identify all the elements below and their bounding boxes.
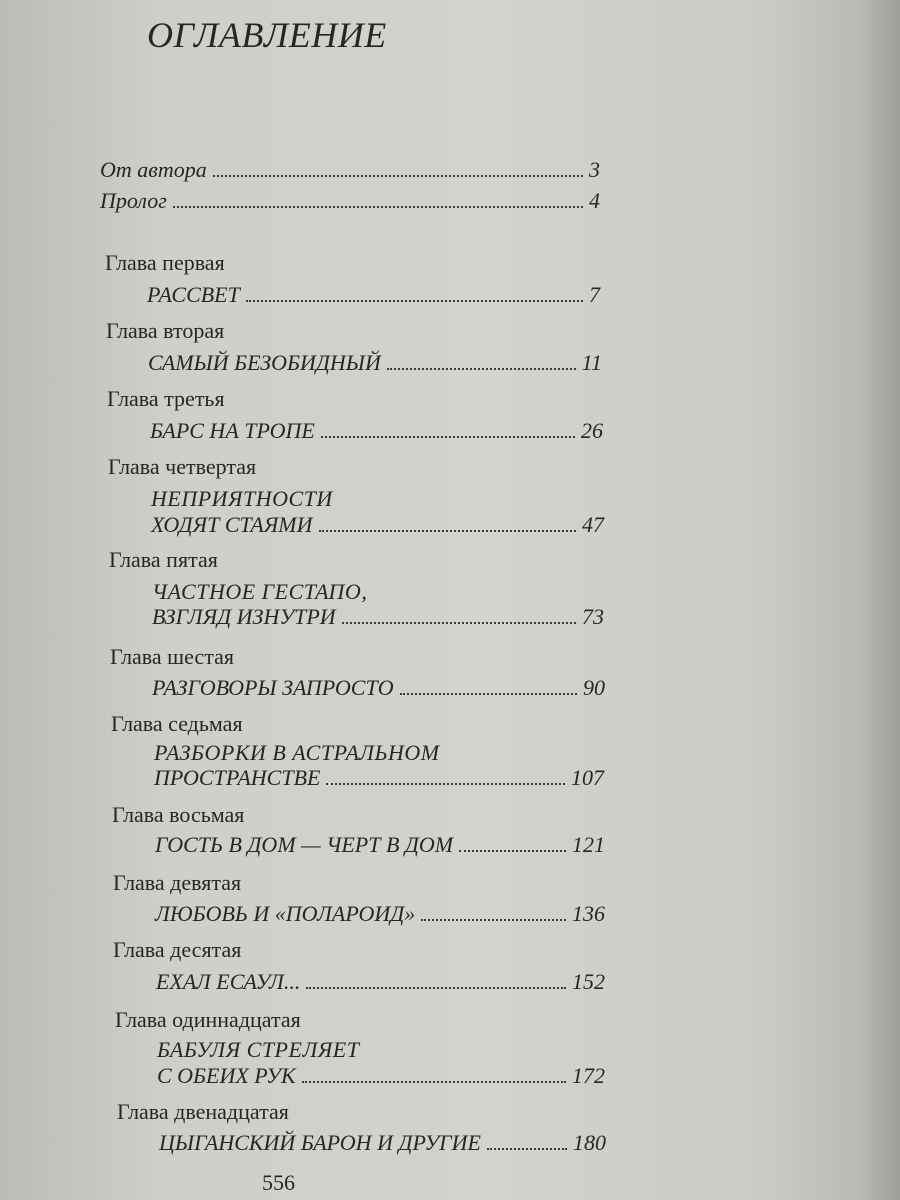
chapter-page: 7 <box>589 282 600 307</box>
chapter-title: САМЫЙ БЕЗОБИДНЫЙ <box>148 350 381 375</box>
dot-leader <box>321 435 575 438</box>
chapter-entry[interactable] <box>154 765 604 791</box>
chapter-page: 152 <box>572 969 605 994</box>
chapter-page: 11 <box>581 350 602 375</box>
chapter-entry[interactable] <box>151 512 604 538</box>
chapter-entry[interactable] <box>152 604 604 630</box>
toc-entry-title: Пролог <box>100 188 167 213</box>
chapter-label: Глава шестая <box>110 644 234 669</box>
chapter-title: С ОБЕИХ РУК <box>157 1063 296 1088</box>
chapter-entry[interactable] <box>155 901 605 927</box>
chapter-title: РАЗГОВОРЫ ЗАПРОСТО <box>152 675 394 700</box>
chapter-label: Глава двенадцатая <box>117 1099 289 1124</box>
page-number: 556 <box>262 1170 295 1195</box>
chapter-label: Глава вторая <box>106 318 225 343</box>
dot-leader <box>342 621 576 624</box>
chapter-page: 47 <box>582 512 604 537</box>
chapter-title: ГОСТЬ В ДОМ — ЧЕРТ В ДОМ <box>155 832 454 857</box>
page-shadow-edge <box>860 0 900 1200</box>
chapter-entry[interactable] <box>159 1130 606 1156</box>
chapter-page: 180 <box>573 1130 606 1155</box>
dot-leader <box>387 367 576 370</box>
chapter-page: 107 <box>571 765 604 790</box>
toc-entry-page: 3 <box>589 157 600 182</box>
dot-leader <box>487 1147 567 1150</box>
toc-entry-title: От автора <box>100 157 207 182</box>
chapter-entry[interactable] <box>157 1063 605 1089</box>
chapter-title: ЦЫГАНСКИЙ БАРОН И ДРУГИЕ <box>159 1130 481 1155</box>
dot-leader <box>319 529 577 532</box>
dot-leader <box>459 849 566 852</box>
chapter-title-line1: РАЗБОРКИ В АСТРАЛЬНОМ <box>154 740 440 765</box>
chapter-label: Глава третья <box>107 386 225 411</box>
chapter-entry[interactable] <box>148 350 602 376</box>
chapter-entry[interactable] <box>152 675 605 701</box>
chapter-title: ЕХАЛ ЕСАУЛ... <box>156 969 301 994</box>
dot-leader <box>302 1080 566 1083</box>
chapter-entry[interactable] <box>155 832 605 858</box>
toc-entry-page: 4 <box>589 188 600 213</box>
chapter-entry[interactable] <box>156 969 605 995</box>
chapter-label: Глава первая <box>105 250 225 275</box>
table-of-contents <box>100 0 620 1200</box>
chapter-title-line1: ЧАСТНОЕ ГЕСТАПО, <box>152 579 368 604</box>
chapter-title: ВЗГЛЯД ИЗНУТРИ <box>152 604 336 629</box>
toc-entry-prologue[interactable] <box>100 188 600 214</box>
chapter-title-line1: НЕПРИЯТНОСТИ <box>151 486 333 511</box>
dot-leader <box>326 782 565 785</box>
chapter-label: Глава седьмая <box>111 711 243 736</box>
chapter-page: 90 <box>583 675 605 700</box>
chapter-label: Глава восьмая <box>112 802 245 827</box>
chapter-title: ЛЮБОВЬ И «ПОЛАРОИД» <box>155 901 416 926</box>
chapter-title: БАРС НА ТРОПЕ <box>150 418 315 443</box>
chapter-label: Глава десятая <box>113 937 242 962</box>
dot-leader <box>306 986 566 989</box>
chapter-title: РАССВЕТ <box>147 282 240 307</box>
chapter-page: 73 <box>582 604 604 629</box>
chapter-label: Глава девятая <box>113 870 242 895</box>
chapter-label: Глава четвертая <box>108 454 257 479</box>
chapter-title: ПРОСТРАНСТВЕ <box>154 765 321 790</box>
chapter-label: Глава одиннадцатая <box>115 1007 301 1032</box>
dot-leader <box>213 174 583 177</box>
chapter-page: 26 <box>581 418 603 443</box>
chapter-page: 121 <box>572 832 605 857</box>
chapter-title: ХОДЯТ СТАЯМИ <box>151 512 313 537</box>
dot-leader <box>421 918 566 921</box>
toc-entry-author-note[interactable] <box>100 157 600 183</box>
chapter-page: 136 <box>572 901 605 926</box>
chapter-entry[interactable] <box>147 282 600 308</box>
dot-leader <box>400 692 577 695</box>
chapter-label: Глава пятая <box>109 547 218 572</box>
dot-leader <box>246 299 583 302</box>
chapter-entry[interactable] <box>150 418 603 444</box>
chapter-page: 172 <box>572 1063 605 1088</box>
toc-heading: ОГЛАВЛЕНИЕ <box>147 15 387 55</box>
chapter-title-line1: БАБУЛЯ СТРЕЛЯЕТ <box>157 1037 360 1062</box>
dot-leader <box>173 205 583 208</box>
